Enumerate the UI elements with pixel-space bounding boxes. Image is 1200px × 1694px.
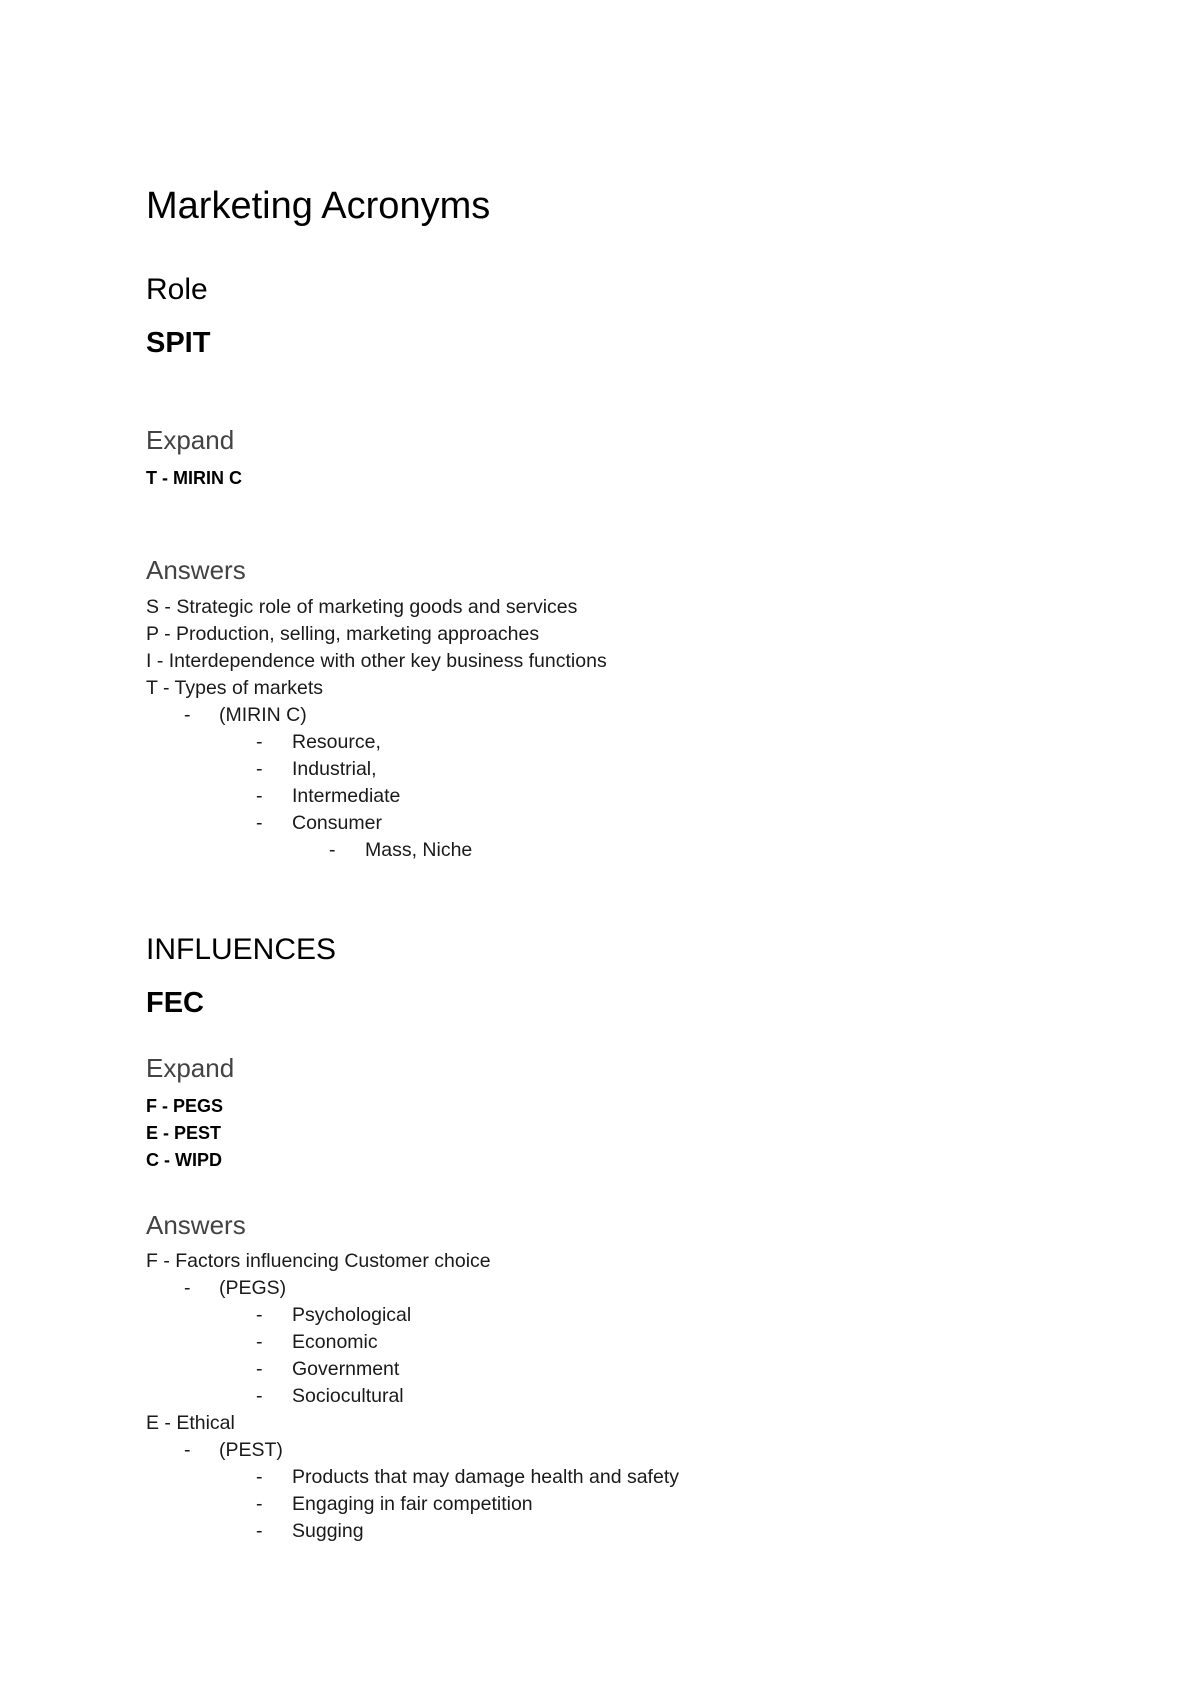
list-dash: -	[184, 1277, 191, 1299]
list-item-resource: Resource,	[292, 731, 381, 753]
answer-s: S - Strategic role of marketing goods and services	[146, 596, 578, 618]
list-dash: -	[184, 1439, 191, 1461]
influences-heading: INFLUENCES	[146, 933, 337, 966]
role-heading: Role	[146, 273, 208, 306]
list-dash: -	[256, 812, 263, 834]
role-answers-heading: Answers	[146, 555, 246, 585]
mirin-c-sublist-label: (MIRIN C)	[219, 704, 307, 726]
pegs-sublist-label: (PEGS)	[219, 1277, 287, 1299]
answer-i: I - Interdependence with other key business functions	[146, 650, 607, 672]
influences-expand-heading: Expand	[146, 1053, 235, 1083]
list-item-government: Government	[292, 1358, 400, 1380]
list-item-products-health-safety: Products that may damage health and safety	[292, 1466, 679, 1488]
list-dash: -	[256, 758, 263, 780]
list-item-psychological: Psychological	[292, 1304, 412, 1326]
influences-answers-heading: Answers	[146, 1210, 246, 1240]
list-dash: -	[329, 839, 336, 861]
list-item-sugging: Sugging	[292, 1520, 364, 1542]
answer-t: T - Types of markets	[146, 677, 324, 699]
role-expand-heading: Expand	[146, 425, 235, 455]
answer-p: P - Production, selling, marketing approaches	[146, 623, 540, 645]
list-dash: -	[256, 731, 263, 753]
spit-acronym: SPIT	[146, 327, 211, 359]
expand-item-e: E - PEST	[146, 1123, 222, 1143]
expand-item-c: C - WIPD	[146, 1150, 222, 1170]
list-dash: -	[256, 1331, 263, 1353]
fec-acronym: FEC	[146, 987, 204, 1019]
expand-item-f: F - PEGS	[146, 1096, 224, 1116]
list-dash: -	[256, 1466, 263, 1488]
list-item-sociocultural: Sociocultural	[292, 1385, 404, 1407]
list-item-industrial: Industrial,	[292, 758, 377, 780]
list-dash: -	[256, 1520, 263, 1542]
document-title: Marketing Acronyms	[146, 185, 491, 227]
list-dash: -	[256, 785, 263, 807]
list-item-intermediate: Intermediate	[292, 785, 401, 807]
pest-sublist-label: (PEST)	[219, 1439, 283, 1461]
list-dash: -	[256, 1358, 263, 1380]
list-dash: -	[256, 1493, 263, 1515]
list-dash: -	[256, 1304, 263, 1326]
list-item-economic: Economic	[292, 1331, 378, 1353]
list-item-fair-competition: Engaging in fair competition	[292, 1493, 533, 1515]
list-item-consumer: Consumer	[292, 812, 382, 834]
list-dash: -	[184, 704, 191, 726]
answer-f: F - Factors influencing Customer choice	[146, 1250, 491, 1272]
list-dash: -	[256, 1385, 263, 1407]
answer-e: E - Ethical	[146, 1412, 235, 1434]
list-item-mass-niche: Mass, Niche	[365, 839, 473, 861]
role-expand-item: T - MIRIN C	[146, 468, 242, 488]
